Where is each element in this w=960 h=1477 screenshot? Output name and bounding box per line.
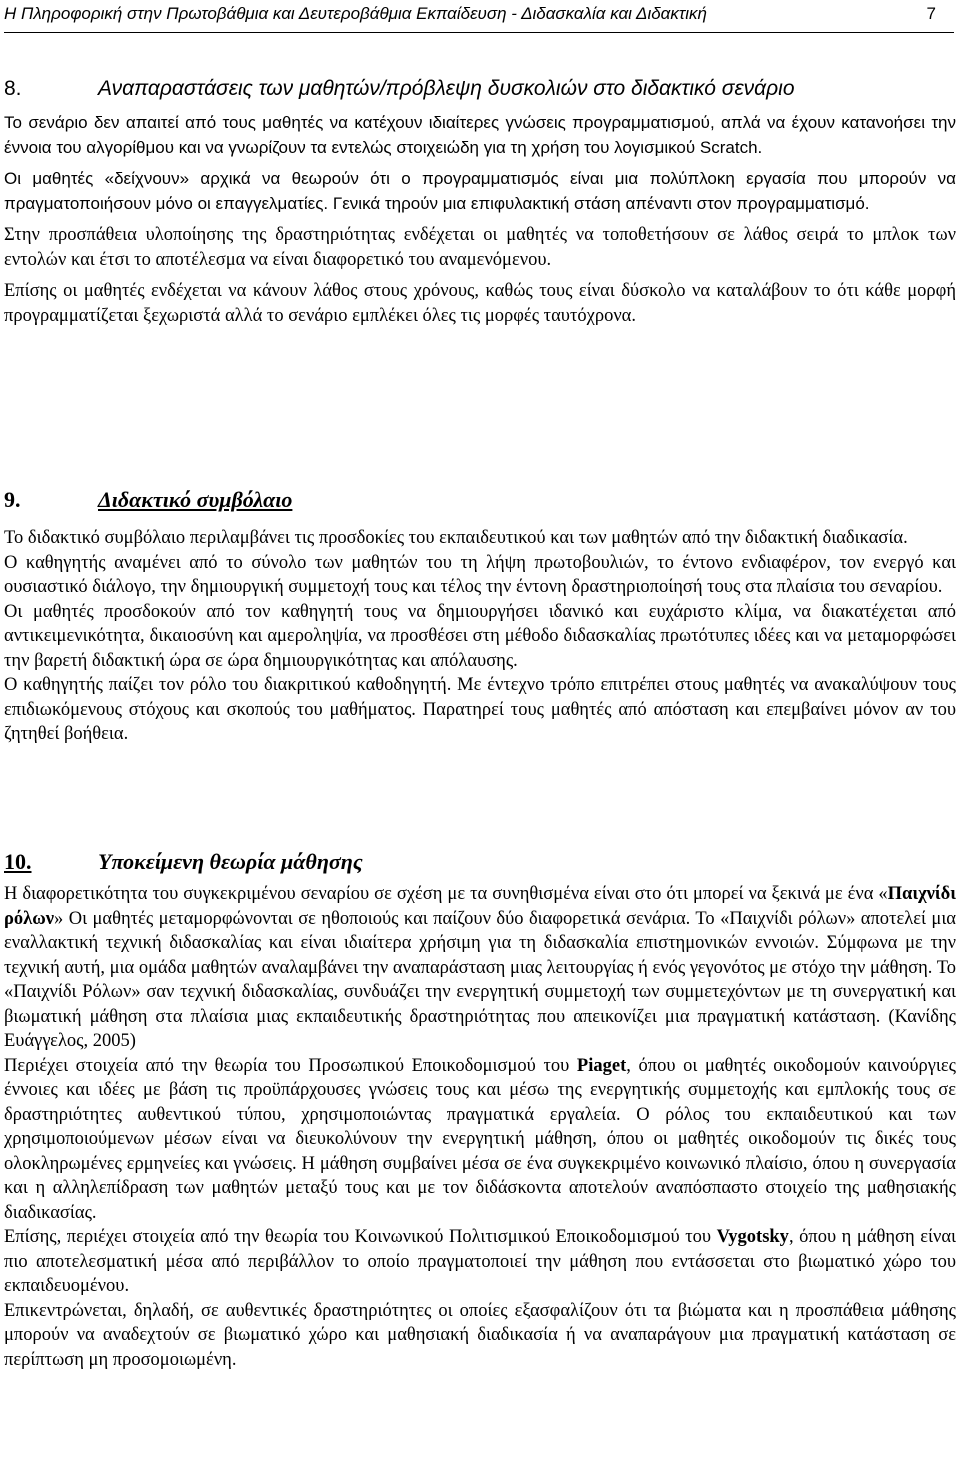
paragraph: Ο καθηγητής παίζει τον ρόλο του διακριτικού καθοδηγητή. Με έντεχνο τρόπο επιτρέπει στους μαθητές να ανακαλύψουν τους επιδιωκόμενους στόχους και σκοπούς του μαθήματος. Παρατηρεί τους μαθητές από απόσταση και επεμβαίνει μόνον αν του ζητηθεί βοήθεια.	[4, 675, 956, 744]
text-run: » Οι μαθητές μεταμορφώνονται σε ηθοποιούς και παίζουν δύο διαφορετικά σενάρια. Το «Παιχνίδι ρόλων» αποτελεί μια εναλλακτική τεχνική διδασκαλίας και είναι ιδιαίτερα χρήσιμη για τη διδασκαλία επιστημονικών εννοιών. Σύμφωνα με την τεχνική αυτή, μια ομάδα μαθητών αναλαμβάνει την αναπαράσταση μιας λειτουργίας ή ενός γεγονότος με στόχο την μάθηση. Το «Παιχνίδι Ρόλων» σαν τεχνική διδασκαλίας, συνδυάζει την ενεργητική συμμετοχή των συμμετεχόντων με τη συνεργατική και βιωματική μάθηση στα πλαίσια μιας εκπαιδευτικής δραστηριότητας που απεικονίζει μια πραγματική κατάσταση. (Κανίδης Ευάγγελος, 2005)	[4, 908, 956, 1051]
text-run: Περιέχει στοιχεία από την θεωρία του Προσωπικού Εποικοδομισμού του	[4, 1055, 577, 1076]
text-run: Η διαφορετικότητα του συγκεκριμένου σεναρίου σε σχέση με τα συνηθισμένα είναι στο ότι μπορεί να ξεκινά με ένα «	[4, 884, 888, 904]
section-8	[4, 75, 956, 328]
section-8-number: 8.	[4, 77, 22, 100]
section-10	[4, 848, 956, 1372]
section-9-title: Διδακτικό συμβόλαιο	[98, 487, 293, 512]
paragraph	[4, 1225, 956, 1299]
paragraph: Επίσης οι μαθητές ενδέχεται να κάνουν λάθος στους χρόνους, καθώς τους είναι δύσκολο να καταλάβουν το ότι κάθε μορφή προγραμματίζεται ξεχωριστά αλλά το σενάριο εμπλέκει όλες τις μορφές ταυτόχρονα.	[4, 281, 956, 326]
header-title: Η Πληροφορική στην Πρωτοβάθμια και Δευτεροβάθμια Εκπαίδευση - Διδασκαλία και Διδακτική	[4, 4, 707, 23]
section-9-number: 9.	[4, 487, 21, 512]
text-run: , όπου η μάθηση είναι πιο αποτελεσματική μέσα από περιβάλλον το οποίο πραγματοποιεί την μάθηση που εντάσσεται στο βιωματικό χώρο του εκπαιδευομένου.	[4, 1227, 956, 1296]
section-8-title: Αναπαραστάσεις των μαθητών/πρόβλεψη δυσκολιών στο διδακτικό σενάριο	[98, 77, 795, 100]
bold-term: Piaget	[576, 1055, 627, 1076]
bold-term: Vygotsky	[716, 1227, 789, 1247]
paragraph: Ο καθηγητής αναμένει από το σύνολο των μαθητών του τη λήψη πρωτοβουλιών, το έντονο ενδιαφέρον, τον ενεργό και ουσιαστικό διάλογο, την δημιουργική συμμετοχή τους και τέλος την έντονη δραστηριοποίησή τους στα πλαίσια του σεναρίου.	[4, 552, 956, 597]
paragraph: Οι μαθητές «δείχνουν» αρχικά να θεωρούν ότι ο προγραμματισμός είναι μια πολύπλοκη εργασία που μπορούν να πραγματοποιήσουν μόνο οι επαγγελματίες. Γενικά τηρούν μια επιφυλακτική στάση απέναντι στον προγραμματισμό.	[4, 169, 956, 213]
section-9-heading	[4, 486, 956, 514]
paragraph: Στην προσπάθεια υλοποίησης της δραστηριότητας ενδέχεται οι μαθητές να τοποθετήσουν σε λάθος σειρά το μπλοκ των εντολών και έτσι το αποτέλεσμα να είναι διαφορετικό του αναμενόμενου.	[4, 225, 956, 270]
bold-term: Παιχνίδι ρόλων	[4, 884, 956, 929]
section-10-heading	[4, 848, 956, 876]
paragraph: Το διδακτικό συμβόλαιο περιλαμβάνει τις προσδοκίες του εκπαιδευτικού και των μαθητών από την διδακτική διαδικασία.	[4, 528, 908, 548]
text-run: , όπου οι μαθητές οικοδομούν καινούργιες έννοιες και ιδέες με βάση τις προϋπάρχουσες γνώσεις τους και μέσω της ενεργητικής συμμετοχής και εμπλοκής τους σε δραστηριότητες αυθεντικού τύπου, χρησιμοποιώντας πραγματικά εργαλεία. Ο ρόλος του εκπαιδευτικού και των χρησιμοποιούμενων μέσων είναι να διευκολύνουν την ενεργητική μάθηση, όπου οι μαθητές οικοδομούν τις δικές τους ολοκληρωμένες ερμηνείες και γνώσεις. Η μάθηση συμβαίνει μέσα σε ένα συγκεκριμένο κοινωνικό πλαίσιο, όπου η συνεργασία και η αλληλεπίδραση των μαθητών μεταξύ τους και με τον διδάσκοντα αποτελούν αναπόσπαστο στοιχείο της μαθησιακής διαδικασίας.	[4, 1055, 956, 1223]
section-9	[4, 486, 956, 747]
running-header	[4, 2, 954, 33]
section-10-title: Υποκείμενη θεωρία μάθησης	[98, 849, 363, 874]
section-10-number: 10.	[4, 849, 32, 874]
paragraph	[4, 1054, 956, 1226]
paragraph	[4, 882, 956, 1054]
page-number: 7	[926, 4, 936, 23]
paragraph: Επικεντρώνεται, δηλαδή, σε αυθεντικές δραστηριότητες οι οποίες εξασφαλίζουν ότι τα βιώματα και η προσπάθεια μάθησης μπορούν να αναδεχτούν σε βιωματικό χώρο και μαθησιακή διαδικασία ή να αναπαράγουν μια πραγματική κατάσταση σε περίπτωση μη προσομοιωμένη.	[4, 1300, 956, 1370]
section-8-heading	[4, 75, 956, 105]
paragraph: Οι μαθητές προσδοκούν από τον καθηγητή τους να δημιουργήσει ιδανικό και ευχάριστο κλίμα, να διακατέχεται από αντικειμενικότητα, δικαιοσύνη και αμεροληψία, να προσθέσει στη μέθοδο διδασκαλίας πρωτότυπες ιδέες και να μεταμορφώσει την βαρετή διδακτική ώρα σε ώρα δημιουργικότητας και απόλαυσης.	[4, 601, 956, 671]
text-run: Επίσης, περιέχει στοιχεία από την θεωρία του Κοινωνικού Πολιτισμικού Εποικοδομισμού του	[4, 1227, 717, 1247]
paragraph: Το σενάριο δεν απαιτεί από τους μαθητές να κατέχουν ιδιαίτερες γνώσεις προγραμματισμού, απλά να έχουν κατανοήσει την έννοια του αλγορίθμου και να γνωρίζουν τα εντελώς στοιχειώδη για τη χρήση του λογισμικού Scratch.	[4, 113, 956, 157]
